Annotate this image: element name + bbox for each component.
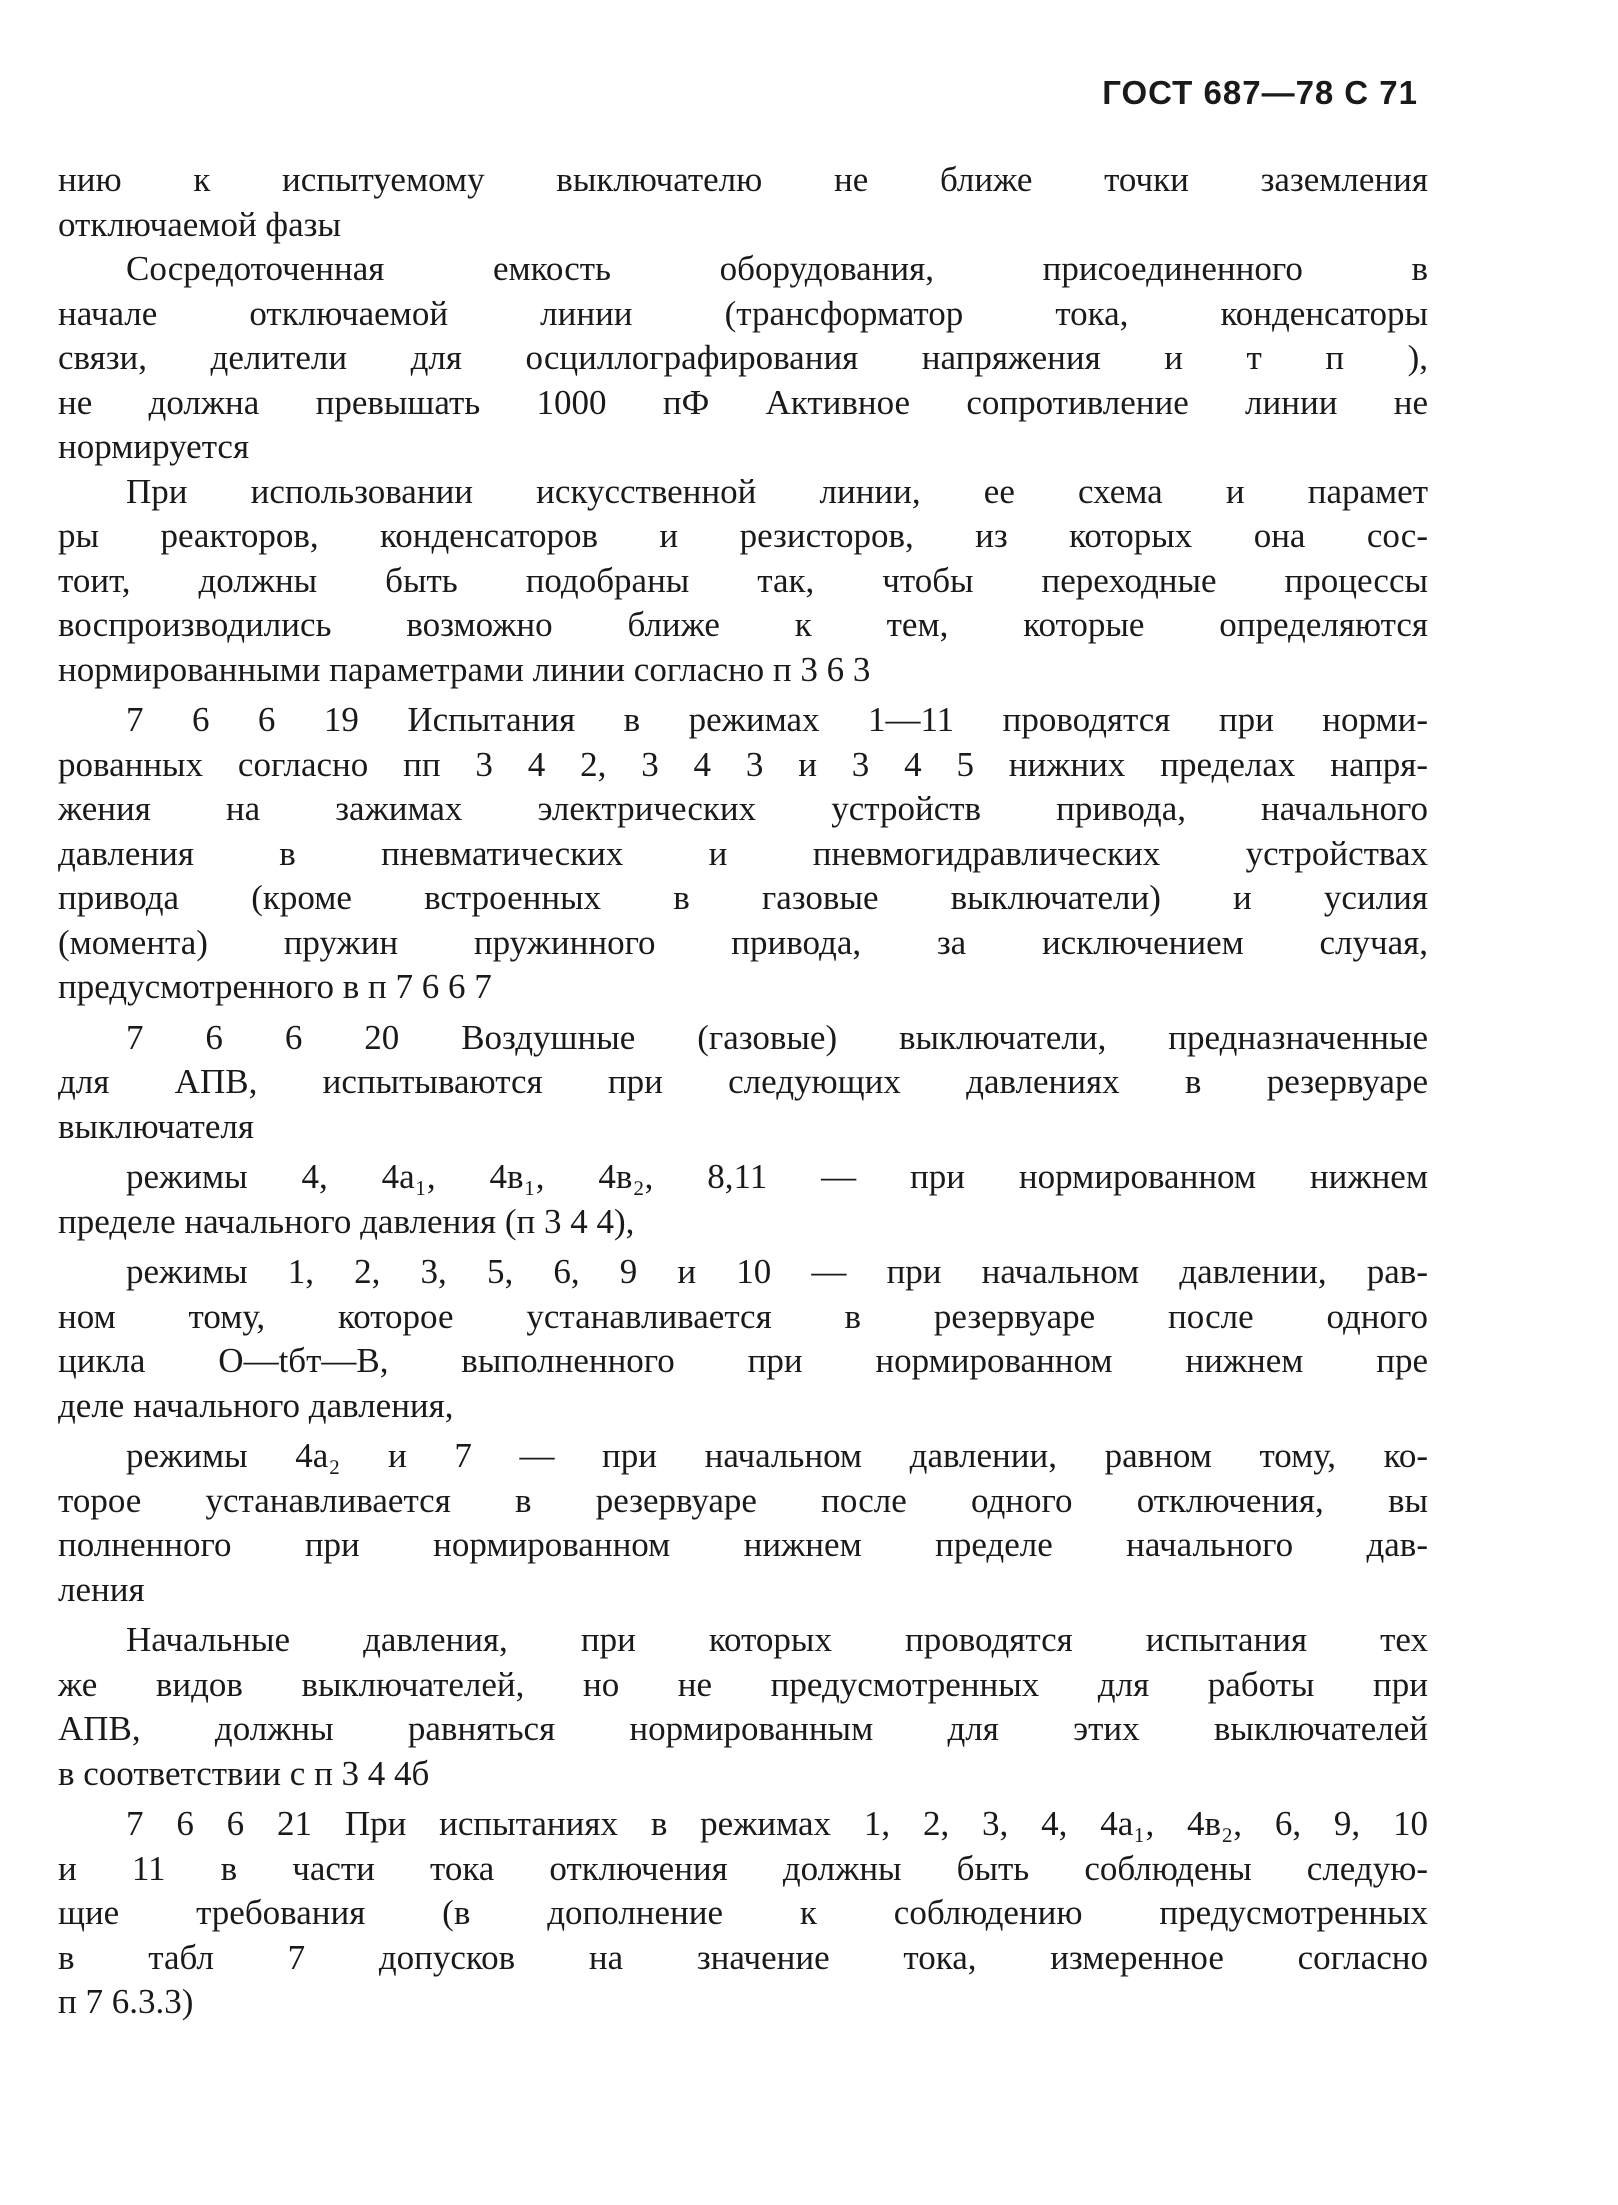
text-line: торое устанавливается в резервуаре после одного отключения, вы — [58, 1480, 1428, 1520]
text-line: же видов выключателей, но не предусмотренных для работы при — [58, 1664, 1428, 1704]
text-line: цикла О—tбт—В, выполненного при нормированном нижнем пре — [58, 1341, 1428, 1380]
text-line: 7 6 6 19 Испытания в режимах 1—11 проводятся при норми- — [126, 700, 1428, 739]
text-line: отключаемой фазы — [58, 204, 341, 244]
text-line: щие требования (в дополнение к соблюдению предусмотренных — [58, 1893, 1428, 1932]
text-line: режимы 4, 4а₁, 4в₁, 4в₂, 8,11 — при нормированном нижнем — [126, 1157, 1428, 1196]
text-line: привода (кроме встроенных в газовые выключатели) и усилия — [58, 878, 1428, 917]
text-line: полненного при нормированном нижнем пределе начального дав- — [58, 1525, 1428, 1564]
text-line: воспроизводились возможно ближе к тем, которые определяются — [58, 605, 1428, 644]
text-line: в табл 7 допусков на значение тока, измеренное согласно — [58, 1937, 1428, 1977]
paragraph — [58, 1802, 1428, 2025]
page-number: С 71 — [1344, 74, 1418, 111]
running-header — [1102, 74, 1418, 112]
text-line: выключателя — [58, 1106, 254, 1146]
text-line: ном тому, которое устанавливается в резервуаре после одного — [58, 1296, 1428, 1336]
body-text — [58, 158, 1428, 2025]
text-line: для АПВ, испытываются при следующих давлениях в резервуаре — [58, 1062, 1428, 1101]
text-line: АПВ, должны равняться нормированным для этих выключателей — [58, 1709, 1428, 1748]
paragraph — [58, 698, 1428, 1010]
paragraph — [58, 1016, 1428, 1150]
text-line: предусмотренного в п 7 6 6 7 — [58, 967, 492, 1006]
text-line: и 11 в части тока отключения должны быть соблюдены следую- — [58, 1848, 1428, 1888]
paragraph — [58, 470, 1428, 693]
text-line: 7 6 6 20 Воздушные (газовые) выключатели, предназначенные — [126, 1017, 1428, 1057]
text-line: При использовании искусственной линии, ее схема и парамет — [126, 471, 1428, 511]
standard-number: ГОСТ 687—78 — [1102, 74, 1335, 111]
text-line: не должна превышать 1000 пФ Активное сопротивление линии не — [58, 382, 1428, 422]
paragraph — [58, 158, 1428, 247]
text-line: (момента) пружин пружинного привода, за исключением случая, — [58, 922, 1428, 962]
paragraph — [58, 1155, 1428, 1244]
text-line: тоит, должны быть подобраны так, чтобы переходные процессы — [58, 560, 1428, 600]
text-line: ры реакторов, конденсаторов и резисторов, из которых она сос- — [58, 516, 1428, 555]
text-line: п 7 6.3.3) — [58, 1982, 194, 2021]
text-line: режимы 4а₂ и 7 — при начальном давлении, равном тому, ко- — [126, 1436, 1428, 1475]
text-line: Сосредоточенная емкость оборудования, присоединенного в — [126, 249, 1428, 288]
paragraph — [58, 1618, 1428, 1796]
text-line: связи, делители для осциллографирования напряжения и т п ), — [58, 338, 1428, 377]
text-line: нормированными параметрами линии согласно п 3 6 3 — [58, 649, 871, 689]
text-line: режимы 1, 2, 3, 5, 6, 9 и 10 — при начальном давлении, рав- — [126, 1252, 1428, 1291]
text-line: Начальные давления, при которых проводятся испытания тех — [126, 1620, 1428, 1659]
text-line: деле начального давления, — [58, 1385, 454, 1425]
text-line: ления — [58, 1569, 145, 1609]
paragraph — [58, 1434, 1428, 1612]
text-line: нормируется — [58, 427, 250, 466]
paragraph — [58, 247, 1428, 470]
paragraph — [58, 1250, 1428, 1428]
text-line: рованных согласно пп 3 4 2, 3 4 3 и 3 4 5 нижних пределах напря- — [58, 744, 1428, 784]
text-line: пределе начального давления (п 3 4 4), — [58, 1201, 635, 1241]
text-line: давления в пневматических и пневмогидравлических устройствах — [58, 833, 1428, 873]
text-line: 7 6 6 21 При испытаниях в режимах 1, 2, 3, 4, 4а₁, 4в₂, 6, 9, 10 — [126, 1804, 1428, 1843]
text-line: нию к испытуемому выключателю не ближе точки заземления — [58, 160, 1428, 199]
text-line: начале отключаемой линии (трансформатор тока, конденсаторы — [58, 293, 1428, 333]
text-line: жения на зажимах электрических устройств привода, начального — [58, 789, 1428, 828]
text-line: в соответствии с п 3 4 4б — [58, 1753, 430, 1793]
